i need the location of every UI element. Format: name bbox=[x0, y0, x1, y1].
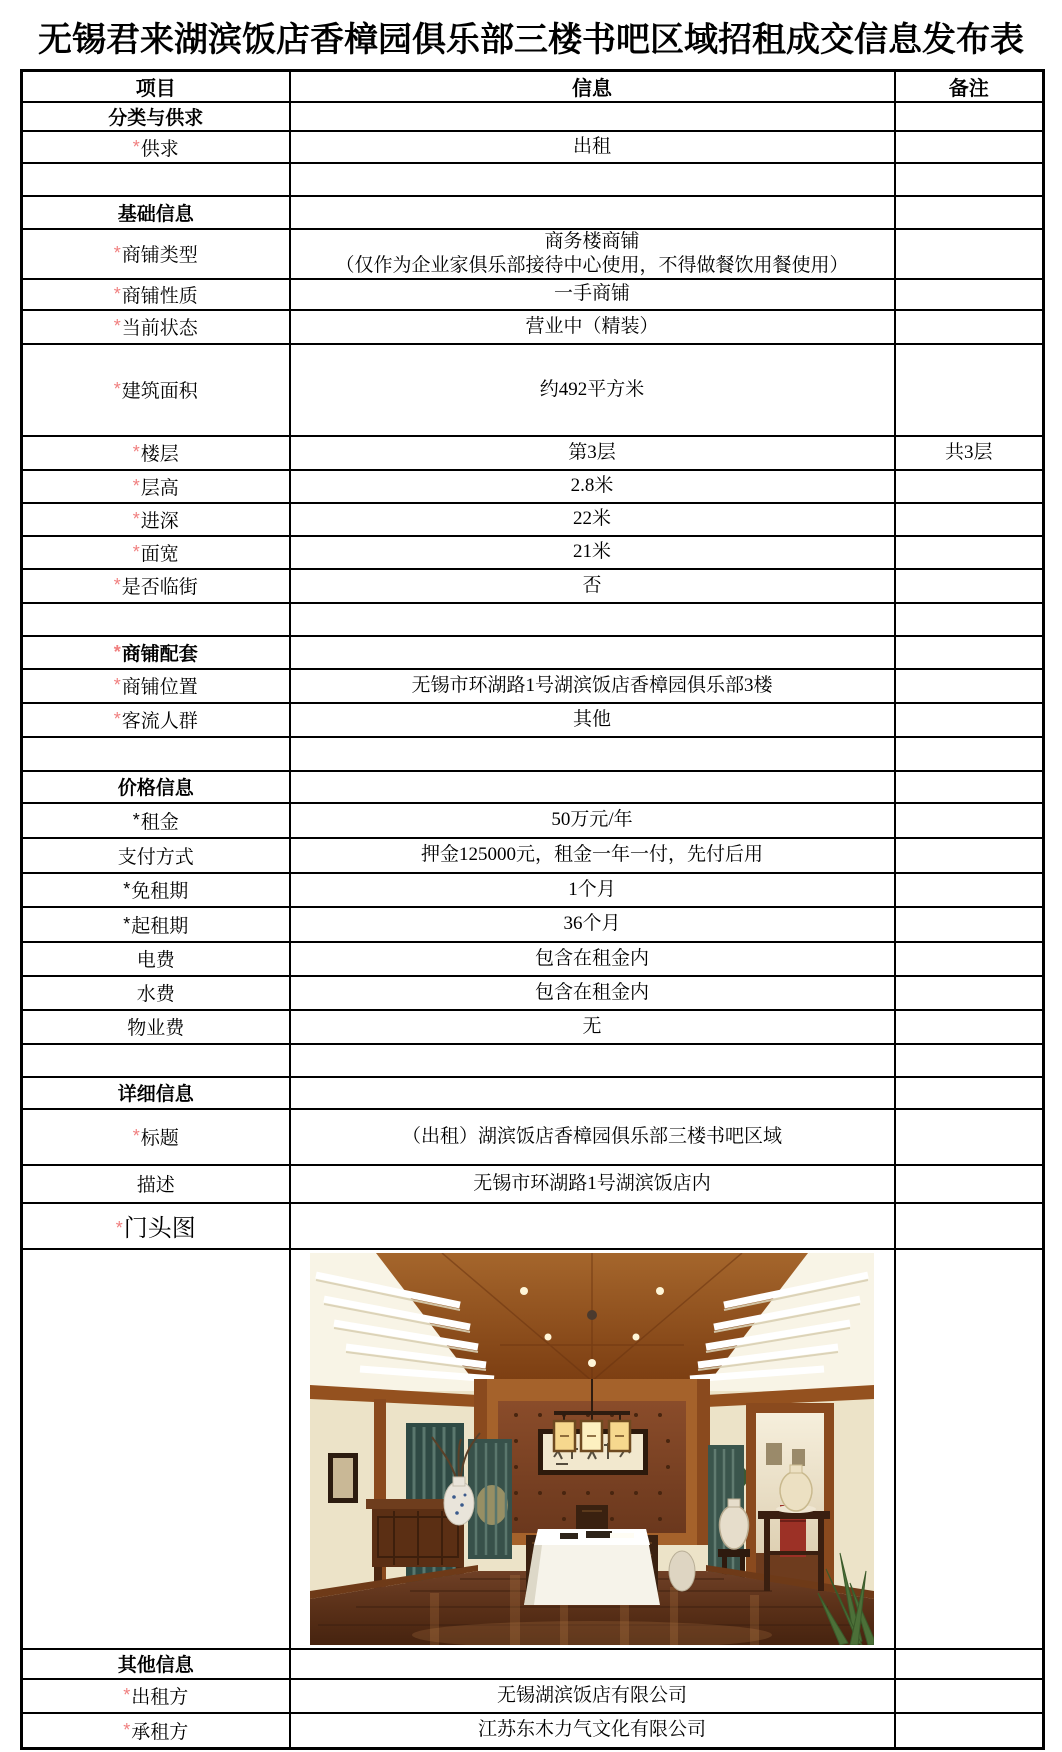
field-label: 出租方 bbox=[131, 1687, 189, 1708]
item-cell bbox=[22, 838, 290, 873]
label-wrap bbox=[114, 381, 198, 402]
label-wrap bbox=[132, 541, 179, 565]
required-asterisk: * bbox=[123, 1685, 131, 1705]
field-label: 商铺类型 bbox=[121, 245, 198, 267]
field-value: 无锡市环湖路1号湖滨饭店香樟园俱乐部3楼 bbox=[411, 674, 773, 696]
field-label: 进深 bbox=[140, 510, 179, 532]
note-cell bbox=[895, 942, 1044, 976]
item-cell bbox=[22, 603, 290, 636]
info-cell bbox=[290, 163, 895, 196]
field-value: 包含在租金内 bbox=[534, 981, 649, 1003]
label-wrap bbox=[132, 508, 179, 532]
info-cell bbox=[290, 603, 895, 636]
item-cell bbox=[22, 1109, 290, 1165]
note-cell bbox=[895, 1649, 1044, 1679]
field-label: 租金 bbox=[140, 811, 179, 833]
info-cell bbox=[290, 1010, 895, 1044]
info-cell bbox=[290, 976, 895, 1010]
label-wrap bbox=[114, 711, 198, 732]
note-cell bbox=[895, 636, 1044, 669]
field-label: 支付方式 bbox=[117, 846, 194, 868]
field-label: 描述 bbox=[136, 1175, 175, 1196]
field-row bbox=[22, 1203, 1044, 1249]
item-cell bbox=[22, 1165, 290, 1203]
field-value: 无锡市环湖路1号湖滨饭店内 bbox=[473, 1172, 711, 1194]
item-cell bbox=[22, 771, 290, 803]
label-wrap bbox=[113, 283, 198, 307]
item-cell bbox=[22, 1649, 290, 1679]
info-cell bbox=[290, 771, 895, 803]
field-value: 押金125000元，租金一年一付，先付后用 bbox=[420, 844, 763, 866]
item-cell bbox=[22, 907, 290, 942]
item-cell bbox=[22, 569, 290, 603]
item-cell bbox=[22, 503, 290, 536]
note-cell bbox=[895, 1165, 1044, 1203]
label-wrap bbox=[132, 136, 179, 160]
info-cell bbox=[290, 669, 895, 703]
field-value: 包含在租金内 bbox=[534, 947, 649, 969]
item-cell bbox=[22, 976, 290, 1010]
info-cell bbox=[290, 907, 895, 942]
field-label: 免租期 bbox=[131, 881, 189, 902]
info-cell bbox=[290, 1165, 895, 1203]
column-header-note: 备注 bbox=[895, 71, 1044, 103]
required-asterisk: * bbox=[132, 475, 140, 496]
item-cell bbox=[22, 703, 290, 737]
field-value: 21米 bbox=[572, 541, 611, 563]
item-cell bbox=[22, 1679, 290, 1713]
required-asterisk: * bbox=[113, 575, 121, 595]
item-cell bbox=[22, 1203, 290, 1249]
item-cell bbox=[22, 436, 290, 470]
note-cell bbox=[895, 771, 1044, 803]
field-row bbox=[22, 873, 1044, 907]
field-label: 客流人群 bbox=[121, 711, 198, 732]
note-cell bbox=[895, 503, 1044, 536]
field-row bbox=[22, 229, 1044, 279]
field-row bbox=[22, 1109, 1044, 1165]
info-cell bbox=[290, 344, 895, 436]
label-wrap bbox=[118, 847, 194, 868]
note-value: 共3层 bbox=[944, 441, 993, 463]
item-cell bbox=[22, 1713, 290, 1749]
field-row bbox=[22, 838, 1044, 873]
field-row bbox=[22, 279, 1044, 310]
label-wrap bbox=[114, 245, 198, 266]
section-label: 详细信息 bbox=[117, 1084, 194, 1105]
item-cell bbox=[22, 873, 290, 907]
field-value: 50万元/年 bbox=[551, 809, 633, 831]
info-cell bbox=[290, 1249, 895, 1649]
info-cell bbox=[290, 131, 895, 163]
column-header-item: 项目 bbox=[22, 71, 290, 103]
note-cell bbox=[895, 163, 1044, 196]
info-cell bbox=[290, 942, 895, 976]
info-cell bbox=[290, 196, 895, 229]
note-cell bbox=[895, 803, 1044, 838]
field-label: 物业费 bbox=[127, 1018, 185, 1039]
field-row bbox=[22, 1010, 1044, 1044]
label-wrap bbox=[132, 809, 179, 833]
field-value: 无 bbox=[582, 1015, 602, 1037]
label-wrap bbox=[123, 913, 189, 937]
info-cell bbox=[290, 536, 895, 569]
info-cell bbox=[290, 636, 895, 669]
required-asterisk: * bbox=[123, 913, 131, 934]
field-value: 2.8米 bbox=[570, 475, 614, 497]
page-title: 无锡君来湖滨饭店香樟园俱乐部三楼书吧区域招租成交信息发布表 bbox=[38, 21, 1024, 59]
note-cell bbox=[895, 569, 1044, 603]
label-wrap bbox=[133, 1128, 179, 1149]
field-label: 标题 bbox=[140, 1128, 179, 1149]
info-cell bbox=[290, 1649, 895, 1679]
note-cell bbox=[895, 838, 1044, 873]
required-asterisk: * bbox=[113, 709, 121, 729]
item-cell bbox=[22, 942, 290, 976]
section-label: 基础信息 bbox=[117, 204, 194, 225]
field-value-line2: （仅作为企业家俱乐部接待中心使用，不得做餐饮用餐使用） bbox=[335, 254, 849, 276]
field-row bbox=[22, 703, 1044, 737]
label-wrap bbox=[108, 108, 203, 129]
info-cell bbox=[290, 1077, 895, 1109]
note-cell bbox=[895, 470, 1044, 503]
note-cell bbox=[895, 873, 1044, 907]
required-asterisk: * bbox=[113, 641, 121, 662]
field-label: 是否临街 bbox=[121, 577, 198, 598]
field-value: 36个月 bbox=[563, 913, 621, 935]
label-wrap bbox=[137, 984, 175, 1005]
field-row bbox=[22, 569, 1044, 603]
note-cell bbox=[895, 229, 1044, 279]
label-wrap bbox=[118, 778, 194, 799]
note-cell bbox=[895, 196, 1044, 229]
column-header-info: 信息 bbox=[290, 71, 895, 103]
label-wrap bbox=[137, 950, 175, 971]
item-cell bbox=[22, 1077, 290, 1109]
required-asterisk: * bbox=[132, 136, 140, 157]
field-row bbox=[22, 1713, 1044, 1749]
section-label: 价格信息 bbox=[117, 778, 194, 799]
field-label: 楼层 bbox=[140, 444, 179, 465]
item-cell bbox=[22, 102, 290, 131]
note-cell bbox=[895, 907, 1044, 942]
spacer-row bbox=[22, 603, 1044, 636]
note-cell bbox=[895, 1109, 1044, 1165]
field-row bbox=[22, 536, 1044, 569]
info-cell bbox=[290, 503, 895, 536]
field-row bbox=[22, 344, 1044, 436]
item-cell bbox=[22, 636, 290, 669]
field-value: 其他 bbox=[572, 708, 611, 730]
field-label: 起租期 bbox=[131, 915, 189, 937]
label-wrap bbox=[114, 318, 198, 339]
field-label: 商铺性质 bbox=[121, 285, 198, 307]
field-row bbox=[22, 1165, 1044, 1203]
field-value: 22米 bbox=[572, 508, 611, 530]
info-cell bbox=[290, 737, 895, 771]
field-label: 承租方 bbox=[131, 1721, 189, 1743]
info-cell bbox=[290, 1713, 895, 1749]
field-value: （出租）湖滨饭店香樟园俱乐部三楼书吧区域 bbox=[401, 1125, 782, 1147]
required-asterisk: * bbox=[113, 379, 121, 399]
section-row bbox=[22, 636, 1044, 669]
field-label: 门头图 bbox=[123, 1215, 196, 1242]
note-cell bbox=[895, 344, 1044, 436]
note-cell bbox=[895, 1203, 1044, 1249]
item-cell bbox=[22, 737, 290, 771]
item-cell bbox=[22, 536, 290, 569]
note-cell bbox=[895, 102, 1044, 131]
field-row bbox=[22, 436, 1044, 470]
required-asterisk: * bbox=[132, 809, 140, 830]
label-wrap bbox=[118, 1655, 194, 1676]
required-asterisk: * bbox=[132, 442, 140, 462]
field-value: 出租 bbox=[572, 136, 611, 158]
field-value: 1个月 bbox=[568, 878, 616, 900]
section-label: 分类与供求 bbox=[108, 108, 204, 129]
info-cell bbox=[290, 1109, 895, 1165]
info-cell bbox=[290, 279, 895, 310]
item-cell bbox=[22, 1044, 290, 1077]
field-value: 第3层 bbox=[568, 441, 616, 463]
required-asterisk: * bbox=[113, 316, 121, 336]
section-row bbox=[22, 1077, 1044, 1109]
field-label: 供求 bbox=[140, 138, 179, 160]
label-wrap bbox=[133, 444, 179, 465]
note-cell bbox=[895, 436, 1044, 470]
required-asterisk: * bbox=[113, 675, 121, 695]
field-row bbox=[22, 503, 1044, 536]
note-cell bbox=[895, 279, 1044, 310]
note-cell bbox=[895, 1713, 1044, 1749]
spacer-row bbox=[22, 1044, 1044, 1077]
field-label: 面宽 bbox=[140, 543, 179, 565]
label-wrap bbox=[137, 1175, 175, 1196]
info-cell bbox=[290, 1679, 895, 1713]
field-row bbox=[22, 669, 1044, 703]
item-cell bbox=[22, 131, 290, 163]
field-label: 建筑面积 bbox=[121, 381, 198, 402]
label-wrap bbox=[123, 881, 188, 902]
info-cell bbox=[290, 229, 895, 279]
field-value: 江苏东木力气文化有限公司 bbox=[477, 1719, 706, 1741]
note-cell bbox=[895, 131, 1044, 163]
required-asterisk: * bbox=[123, 879, 131, 899]
label-wrap bbox=[123, 1719, 189, 1743]
field-value: 约492平方米 bbox=[539, 378, 645, 400]
info-cell bbox=[290, 703, 895, 737]
field-value: 一手商铺 bbox=[553, 283, 630, 305]
note-cell bbox=[895, 1044, 1044, 1077]
required-asterisk: * bbox=[123, 1719, 131, 1740]
required-asterisk: * bbox=[113, 283, 121, 304]
field-row bbox=[22, 310, 1044, 344]
note-cell bbox=[895, 603, 1044, 636]
field-label: 电费 bbox=[136, 950, 175, 971]
info-cell bbox=[290, 102, 895, 131]
item-cell bbox=[22, 1249, 290, 1649]
section-row bbox=[22, 771, 1044, 803]
note-cell bbox=[895, 1249, 1044, 1649]
label-wrap bbox=[113, 641, 198, 665]
listing-info-table bbox=[20, 69, 1045, 1750]
item-cell bbox=[22, 310, 290, 344]
field-value: 营业中（精装） bbox=[525, 315, 659, 337]
info-cell bbox=[290, 470, 895, 503]
item-cell bbox=[22, 803, 290, 838]
item-cell bbox=[22, 669, 290, 703]
label-wrap bbox=[118, 1084, 194, 1105]
label-wrap bbox=[123, 1687, 188, 1708]
note-cell bbox=[895, 1679, 1044, 1713]
note-cell bbox=[895, 310, 1044, 344]
required-asterisk: * bbox=[132, 541, 140, 562]
section-label: 商铺配套 bbox=[121, 643, 198, 665]
field-row bbox=[22, 470, 1044, 503]
required-asterisk: * bbox=[132, 508, 140, 529]
label-wrap bbox=[114, 577, 198, 598]
label-wrap bbox=[114, 677, 198, 698]
note-cell bbox=[895, 536, 1044, 569]
item-cell bbox=[22, 163, 290, 196]
note-cell bbox=[895, 1010, 1044, 1044]
note-cell bbox=[895, 1077, 1044, 1109]
section-label: 其他信息 bbox=[117, 1655, 194, 1676]
spacer-row bbox=[22, 163, 1044, 196]
field-label: 水费 bbox=[136, 984, 175, 1005]
label-wrap bbox=[118, 204, 194, 225]
item-cell bbox=[22, 196, 290, 229]
info-cell bbox=[290, 803, 895, 838]
item-cell bbox=[22, 344, 290, 436]
note-cell bbox=[895, 669, 1044, 703]
item-cell bbox=[22, 229, 290, 279]
field-label: 商铺位置 bbox=[121, 677, 198, 698]
field-row bbox=[22, 907, 1044, 942]
field-label: 层高 bbox=[140, 477, 179, 499]
label-wrap bbox=[116, 1215, 196, 1242]
info-cell bbox=[290, 569, 895, 603]
required-asterisk: * bbox=[113, 243, 121, 264]
spacer-row bbox=[22, 737, 1044, 771]
field-row bbox=[22, 803, 1044, 838]
required-asterisk: * bbox=[132, 1126, 140, 1146]
storefront-photo bbox=[310, 1253, 874, 1645]
field-row bbox=[22, 131, 1044, 163]
field-row bbox=[22, 976, 1044, 1010]
item-cell bbox=[22, 279, 290, 310]
field-row bbox=[22, 1679, 1044, 1713]
section-row bbox=[22, 102, 1044, 131]
info-cell bbox=[290, 1044, 895, 1077]
field-value: 否 bbox=[582, 574, 602, 596]
field-value: 无锡湖滨饭店有限公司 bbox=[496, 1684, 687, 1706]
section-row bbox=[22, 196, 1044, 229]
note-cell bbox=[895, 703, 1044, 737]
field-label: 当前状态 bbox=[121, 318, 198, 339]
note-cell bbox=[895, 737, 1044, 771]
required-asterisk: * bbox=[115, 1218, 123, 1238]
label-wrap bbox=[127, 1018, 184, 1039]
item-cell bbox=[22, 1010, 290, 1044]
info-cell bbox=[290, 838, 895, 873]
field-row bbox=[22, 942, 1044, 976]
note-cell bbox=[895, 976, 1044, 1010]
photo-row bbox=[22, 1249, 1044, 1649]
info-cell bbox=[290, 310, 895, 344]
table-header-row bbox=[22, 71, 1044, 103]
field-value: 商务楼商铺 bbox=[544, 231, 640, 252]
item-cell bbox=[22, 470, 290, 503]
label-wrap bbox=[132, 475, 179, 499]
info-cell bbox=[290, 1203, 895, 1249]
info-cell bbox=[290, 436, 895, 470]
section-row bbox=[22, 1649, 1044, 1679]
info-cell bbox=[290, 873, 895, 907]
